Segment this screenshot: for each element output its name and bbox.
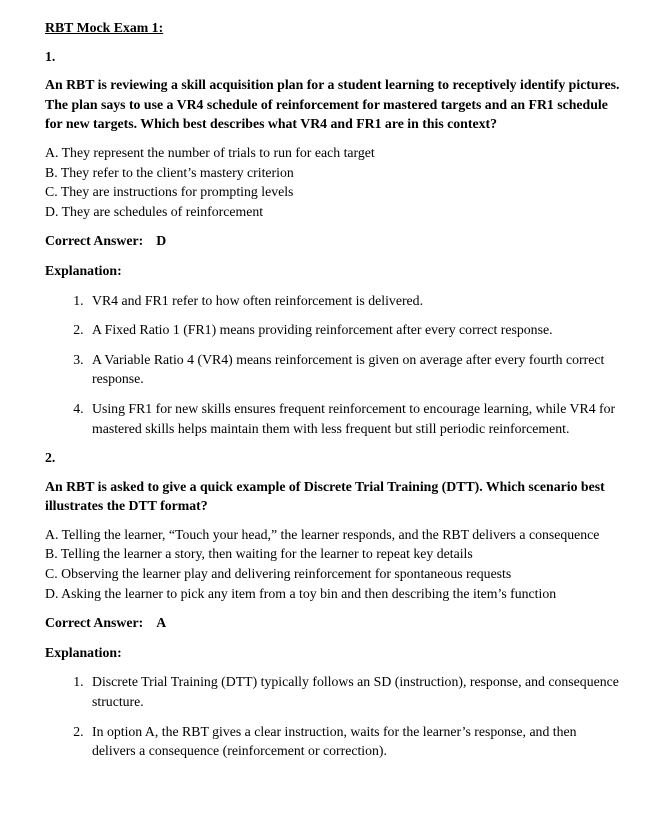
correct-answer-row xyxy=(45,613,621,633)
question-block-2 xyxy=(45,448,621,761)
answer-option-d: D. They are schedules of reinforcement xyxy=(45,203,264,219)
explanation-label: Explanation: xyxy=(45,644,122,660)
explanation-item: 2. A Fixed Ratio 1 (FR1) means providing reinforcement after every correct response. xyxy=(87,320,621,340)
explanation-item: 2. In option A, the RBT gives a clear instruction, waits for the learner’s response, and then delivers a consequence (reinforcement or correction). xyxy=(87,722,621,761)
answer-option-d: D. Asking the learner to pick any item from a toy bin and then describing the item’s function xyxy=(45,585,557,601)
question-1-options xyxy=(45,143,621,221)
question-block-1 xyxy=(45,47,621,439)
document-title: RBT Mock Exam 1: xyxy=(45,20,164,35)
question-2-options xyxy=(45,525,621,603)
explanation-item: 1. Discrete Trial Training (DTT) typically follows an SD (instruction), response, and consequence structure. xyxy=(87,672,621,711)
explanation-label: Explanation: xyxy=(45,262,122,278)
explanation-item: 1. VR4 and FR1 refer to how often reinforcement is delivered. xyxy=(87,291,621,311)
question-2-number: 2. xyxy=(45,450,56,466)
answer-option-b: B. They refer to the client’s mastery criterion xyxy=(45,164,294,180)
question-1-text: An RBT is reviewing a skill acquisition plan for a student learning to receptively identify pictures. The plan says to use a VR4 schedule of reinforcement for mastered targets and an FR1 schedule for new targets. Which best describes what VR4 and FR1 are in this context? xyxy=(45,77,620,132)
correct-answer-value: A xyxy=(156,615,167,631)
answer-option-c: C. Observing the learner play and delivering reinforcement for spontaneous requests xyxy=(45,566,512,582)
answer-option-c: C. They are instructions for prompting levels xyxy=(45,184,294,200)
correct-answer-row xyxy=(45,231,621,251)
correct-answer-value: D xyxy=(156,233,167,249)
question-2-text: An RBT is asked to give a quick example of Discrete Trial Training (DTT). Which scenario best illustrates the DTT format? xyxy=(45,478,605,514)
explanation-item: 3. A Variable Ratio 4 (VR4) means reinforcement is given on average after every fourth correct response. xyxy=(87,350,621,389)
explanation-list xyxy=(45,291,621,439)
answer-option-a: A. Telling the learner, “Touch your head,” the learner responds, and the RBT delivers a consequence xyxy=(45,526,600,542)
explanation-item: 4. Using FR1 for new skills ensures frequent reinforcement to encourage learning, while VR4 for mastered skills helps maintain them with less frequent but still periodic reinforcement. xyxy=(87,399,621,438)
answer-option-b: B. Telling the learner a story, then waiting for the learner to repeat key details xyxy=(45,546,473,562)
correct-answer-label: Correct Answer: xyxy=(45,615,144,631)
correct-answer-label: Correct Answer: xyxy=(45,233,144,249)
explanation-list xyxy=(45,672,621,760)
answer-option-a: A. They represent the number of trials to run for each target xyxy=(45,144,375,160)
question-1-number: 1. xyxy=(45,48,56,64)
